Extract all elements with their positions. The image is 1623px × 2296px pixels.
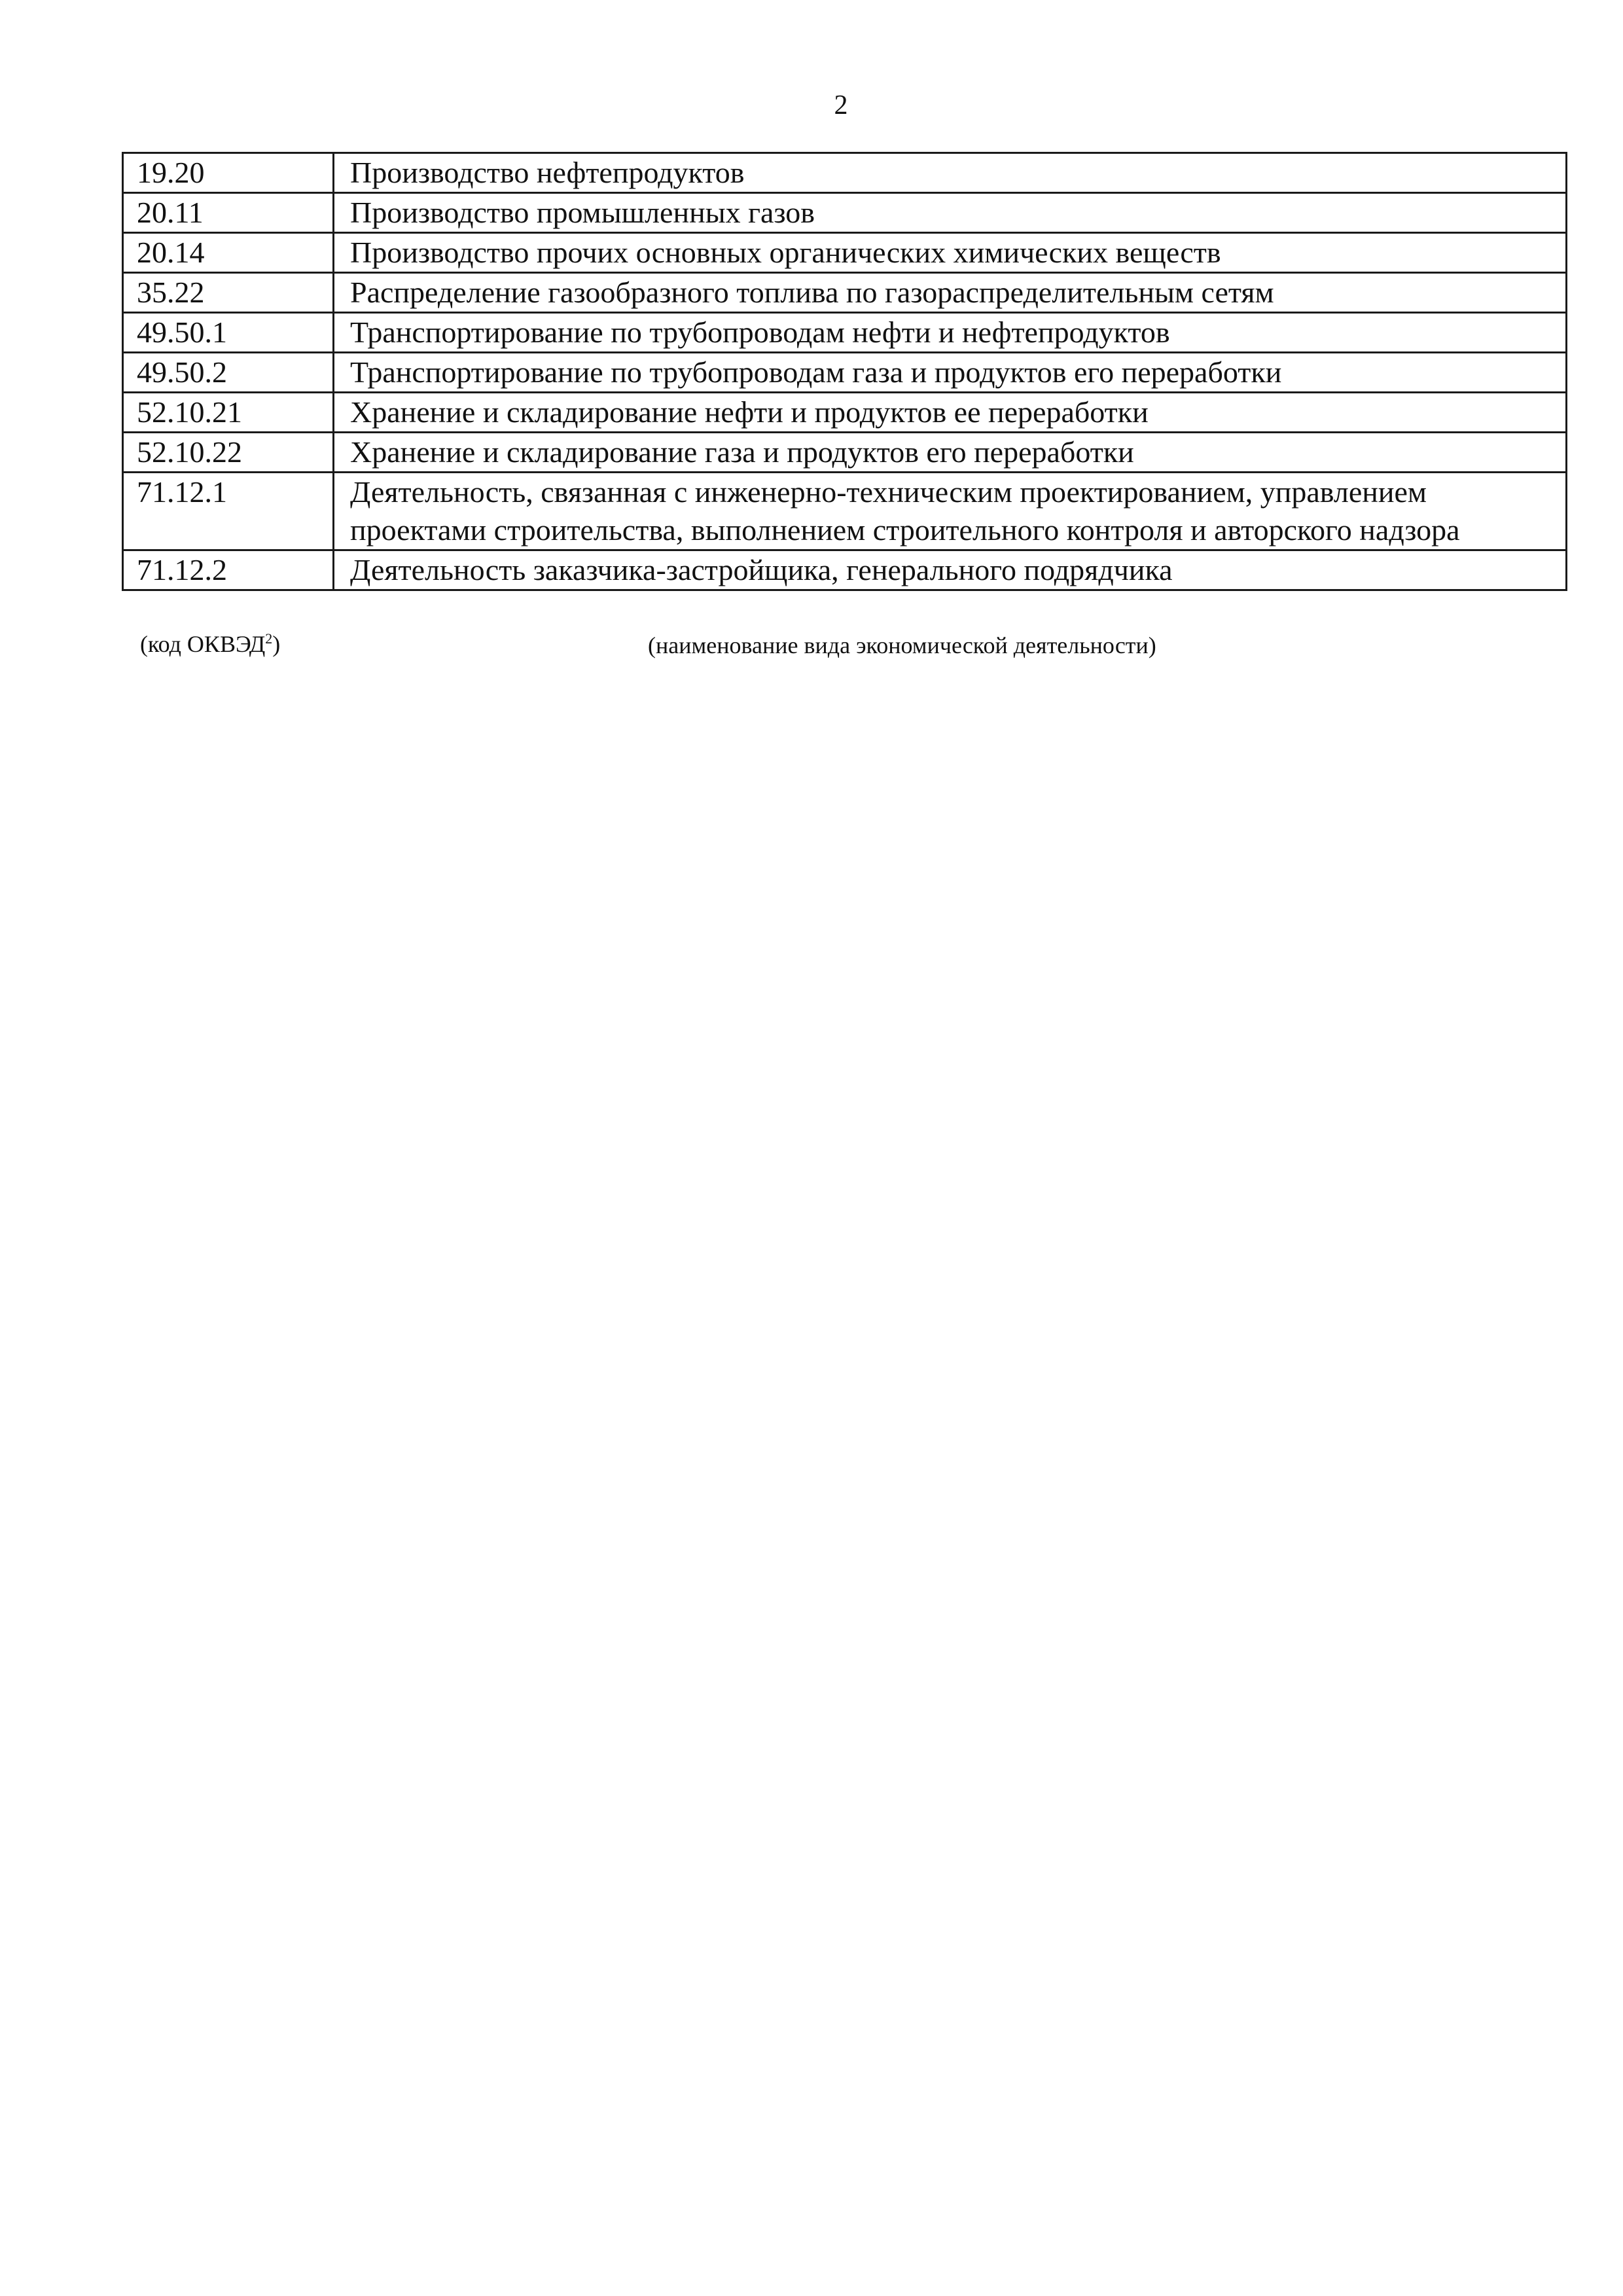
table-row	[123, 393, 1567, 433]
table-row	[123, 550, 1567, 590]
okved-code-cell: 49.50.1	[123, 313, 334, 353]
activity-name-cell: Распределение газообразного топлива по газораспределительным сетям	[334, 273, 1567, 313]
okved-code-cell: 71.12.2	[123, 550, 334, 590]
activity-name-cell: Хранение и складирование газа и продуктов его переработки	[334, 433, 1567, 473]
activity-name-cell: Деятельность, связанная с инженерно-техническим проектированием, управлением проектами строительства, выполнением строительного контроля и авторского надзора	[334, 473, 1567, 550]
table-row	[123, 353, 1567, 393]
page-number: 2	[834, 90, 848, 120]
table-row	[123, 193, 1567, 233]
okved-table	[122, 152, 1567, 591]
okved-code-caption-label: (код ОКВЭД	[140, 631, 266, 657]
activity-name-cell: Производство прочих основных органических химических веществ	[334, 233, 1567, 273]
footnote-marker: 2	[265, 630, 273, 647]
okved-code-cell: 35.22	[123, 273, 334, 313]
okved-code-cell: 52.10.21	[123, 393, 334, 433]
okved-code-caption-close: )	[272, 631, 281, 657]
table-row	[123, 153, 1567, 193]
activity-name-caption: (наименование вида экономической деятельности)	[648, 632, 1156, 658]
okved-code-cell: 20.11	[123, 193, 334, 233]
okved-code-cell: 52.10.22	[123, 433, 334, 473]
activity-name-cell: Транспортирование по трубопроводам нефти и нефтепродуктов	[334, 313, 1567, 353]
okved-code-cell: 20.14	[123, 233, 334, 273]
activity-name-cell: Транспортирование по трубопроводам газа и продуктов его переработки	[334, 353, 1567, 393]
okved-code-cell: 19.20	[123, 153, 334, 193]
table-row	[123, 433, 1567, 473]
activity-name-cell: Производство нефтепродуктов	[334, 153, 1567, 193]
table-row	[123, 473, 1567, 550]
okved-code-cell: 71.12.1	[123, 473, 334, 550]
activity-name-cell: Хранение и складирование нефти и продуктов ее переработки	[334, 393, 1567, 433]
table-row	[123, 313, 1567, 353]
activity-name-cell: Деятельность заказчика-застройщика, генерального подрядчика	[334, 550, 1567, 590]
okved-code-cell: 49.50.2	[123, 353, 334, 393]
okved-code-caption	[140, 630, 280, 658]
activity-name-cell: Производство промышленных газов	[334, 193, 1567, 233]
table-row	[123, 233, 1567, 273]
table-row	[123, 273, 1567, 313]
